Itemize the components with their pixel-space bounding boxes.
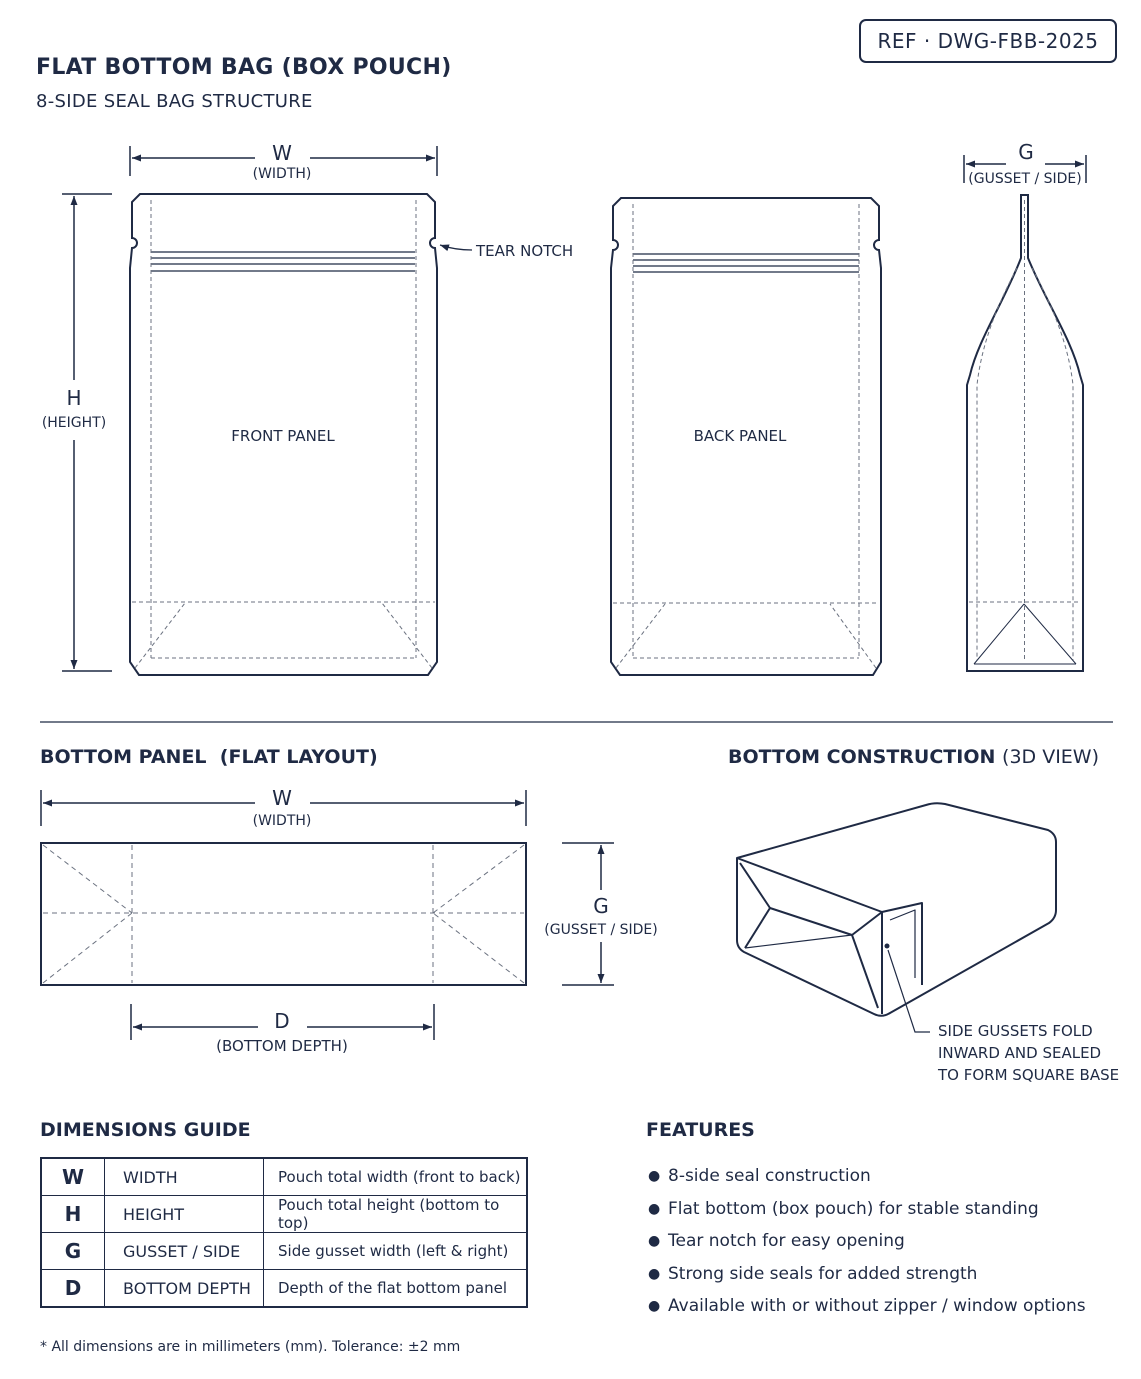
- bottom-panel-title-suffix: (FLAT LAYOUT): [219, 746, 378, 768]
- feature-text: Strong side seals for added strength: [668, 1263, 978, 1284]
- bottom-panel-title: BOTTOM PANEL: [40, 746, 207, 768]
- list-item: [648, 1193, 1086, 1226]
- dimension-code: D: [41, 1270, 105, 1308]
- dimensions-table: [40, 1157, 528, 1308]
- height-dimension: [62, 194, 112, 671]
- bullet-icon: ●: [648, 1168, 661, 1185]
- width-label-top: (WIDTH): [252, 166, 312, 182]
- list-item: [648, 1258, 1086, 1291]
- features-list: [648, 1160, 1086, 1323]
- bottom-panel-flat-drawing: [41, 843, 526, 985]
- gusset-side-drawing: [967, 195, 1083, 671]
- feature-text: Flat bottom (box pouch) for stable standing: [668, 1198, 1039, 1219]
- bottom-width-letter: W: [272, 786, 292, 810]
- front-panel-drawing: [130, 194, 437, 675]
- dimension-description: Pouch total height (bottom to top): [264, 1196, 528, 1233]
- drawing-reference-badge: [859, 19, 1117, 63]
- bottom-depth-letter: D: [274, 1009, 290, 1033]
- footnote: * All dimensions are in millimeters (mm). Tolerance: ±2 mm: [40, 1339, 461, 1355]
- front-panel-label: FRONT PANEL: [231, 427, 335, 445]
- bottom-construction-title-suffix: (3D VIEW): [1002, 746, 1100, 768]
- bottom-construction-heading: [728, 746, 1099, 768]
- callout-line-2: INWARD AND SEALED: [938, 1044, 1102, 1062]
- list-item: [648, 1290, 1086, 1323]
- dimension-code: H: [41, 1196, 105, 1233]
- feature-text: 8-side seal construction: [668, 1166, 871, 1187]
- tear-notch-label: TEAR NOTCH: [476, 242, 574, 260]
- bullet-icon: ●: [648, 1233, 661, 1250]
- back-panel-label: BACK PANEL: [693, 427, 787, 445]
- bottom-depth-label: (BOTTOM DEPTH): [216, 1037, 348, 1055]
- dimension-description: Depth of the flat bottom panel: [264, 1270, 528, 1308]
- width-letter-top: W: [272, 141, 292, 165]
- feature-text: Tear notch for easy opening: [668, 1231, 905, 1252]
- dimension-name: WIDTH: [105, 1158, 264, 1196]
- callout-line-3: TO FORM SQUARE BASE: [938, 1066, 1120, 1084]
- bottom-gusset-letter: G: [593, 894, 609, 918]
- dimension-code: W: [41, 1158, 105, 1196]
- bottom-width-label: (WIDTH): [252, 813, 312, 829]
- table-row: [41, 1196, 527, 1233]
- dimension-description: Pouch total width (front to back): [264, 1158, 528, 1196]
- page-title: FLAT BOTTOM BAG (BOX POUCH): [36, 55, 452, 80]
- table-row: [41, 1270, 527, 1308]
- dimension-name: GUSSET / SIDE: [105, 1233, 264, 1270]
- page-subtitle: 8-SIDE SEAL BAG STRUCTURE: [36, 91, 313, 112]
- dimension-description: Side gusset width (left & right): [264, 1233, 528, 1270]
- dimension-code: G: [41, 1233, 105, 1270]
- features-heading: FEATURES: [646, 1119, 755, 1141]
- list-item: [648, 1160, 1086, 1193]
- bottom-gusset-label: (GUSSET / SIDE): [544, 922, 658, 938]
- dimension-name: BOTTOM DEPTH: [105, 1270, 264, 1308]
- height-letter: H: [66, 386, 82, 410]
- bullet-icon: ●: [648, 1265, 661, 1282]
- gusset-letter-top: G: [1018, 140, 1034, 164]
- bullet-icon: ●: [648, 1298, 661, 1315]
- bottom-construction-3d-drawing: [737, 803, 1056, 1016]
- table-row: [41, 1233, 527, 1270]
- callout-line-1: SIDE GUSSETS FOLD: [938, 1022, 1093, 1040]
- list-item: [648, 1225, 1086, 1258]
- gusset-label-top: (GUSSET / SIDE): [968, 171, 1082, 187]
- dimensions-guide-heading: DIMENSIONS GUIDE: [40, 1119, 251, 1141]
- bottom-panel-heading: [40, 746, 378, 768]
- height-label: (HEIGHT): [41, 415, 107, 431]
- tear-notch-callout: [440, 242, 573, 260]
- bullet-icon: ●: [648, 1200, 661, 1217]
- drawing-reference-text: REF · DWG-FBB-2025: [877, 29, 1099, 53]
- feature-text: Available with or without zipper / window options: [668, 1296, 1086, 1317]
- table-row: [41, 1158, 527, 1196]
- dimension-name: HEIGHT: [105, 1196, 264, 1233]
- back-panel-drawing: [611, 198, 881, 675]
- bottom-construction-callout: [885, 944, 1120, 1085]
- bottom-construction-title: BOTTOM CONSTRUCTION: [728, 746, 996, 768]
